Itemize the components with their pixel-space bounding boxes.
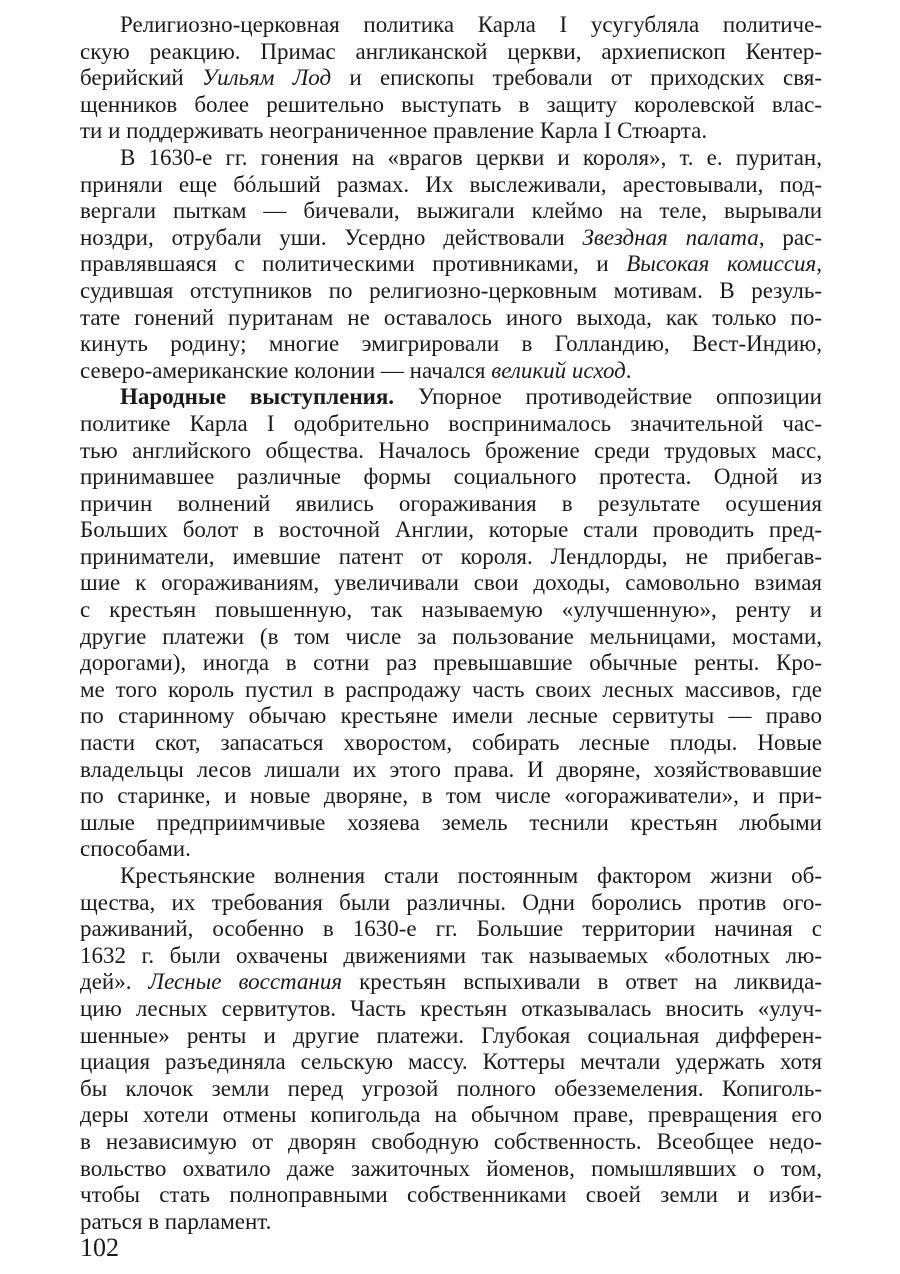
text-line	[80, 544, 822, 571]
text-run: скую реакцию. Примас англиканской церкви, архиепископ Кентер-	[80, 38, 822, 64]
paragraph-persecution	[80, 145, 822, 384]
text-line	[80, 916, 822, 943]
text-line	[80, 65, 822, 92]
text-run: способами.	[80, 836, 191, 862]
text-run: шенные» ренты и другие платежи. Глубокая социальная дифферен-	[80, 1022, 822, 1048]
text-run: Религиозно-церковная политика Карла I усугубляла политиче-	[120, 12, 822, 37]
paragraph-popular-uprisings	[80, 384, 822, 863]
text-run: приниматели, имевшие патент от короля. Лендлорды, не прибегав-	[80, 543, 822, 569]
text-line	[80, 438, 822, 465]
text-run: раживаний, особенно в 1630-е гг. Большие территории начиная с	[80, 916, 822, 942]
text-line	[80, 836, 822, 863]
text-run: ноздри, отрубали уши. Усердно действовали	[80, 224, 583, 250]
text-line	[80, 1209, 822, 1236]
text-line	[80, 1023, 822, 1050]
text-run: берийский	[80, 65, 202, 91]
text-run: и епископы требовали от приходских свя-	[331, 65, 822, 91]
text-line	[80, 863, 822, 890]
text-run: пасти скот, запасаться хворостом, собирать лесные плоды. Новые	[80, 730, 822, 756]
text-run: по старинке, и новые дворяне, в том числе «огораживатели», и при-	[80, 783, 822, 809]
text-line	[80, 730, 822, 757]
text-run: Упорное противодействие оппозиции	[394, 384, 822, 410]
text-run: шие к огораживаниям, увеличивали свои доходы, самовольно взимая	[80, 570, 822, 596]
text-run: в независимую от дворян свободную собственность. Всеобщее недо-	[80, 1128, 822, 1154]
text-line	[80, 996, 822, 1023]
text-run: другие платежи (в том числе за пользование мельницами, мостами,	[80, 623, 822, 649]
emphasis-term: Уильям Лод	[201, 65, 332, 91]
text-run: , рас-	[758, 224, 823, 250]
text-line	[80, 411, 822, 438]
emphasis-term: Высокая комиссия	[626, 251, 817, 277]
text-line	[80, 92, 822, 119]
text-line	[80, 1182, 822, 1209]
emphasis-term: великий исход	[491, 357, 626, 383]
text-line	[80, 384, 822, 411]
text-run: с крестьян повышенную, так называемую «улучшенную», ренту и	[80, 597, 822, 623]
section-heading: Народные выступления.	[120, 384, 395, 410]
text-run: раться в парламент.	[80, 1208, 272, 1234]
text-line	[80, 703, 822, 730]
text-line	[80, 597, 822, 624]
text-run: В 1630-е гг. гонения на «врагов церкви и короля», т. е. пуритан,	[120, 144, 822, 170]
text-run: .	[625, 357, 632, 383]
text-line	[80, 783, 822, 810]
text-run: судившая отступников по религиозно-церковным мотивам. В резуль-	[80, 277, 822, 303]
text-line	[80, 624, 822, 651]
text-run: причин волнений явились огораживания в результате осушения	[80, 490, 822, 516]
text-line	[80, 491, 822, 518]
emphasis-term: Лесные восстания	[148, 969, 343, 995]
text-line	[80, 278, 822, 305]
text-line	[80, 890, 822, 917]
text-run: щенников более решительно выступать в защиту королевской влас-	[80, 91, 822, 117]
text-run: цию лесных сервитутов. Часть крестьян отказывалась вносить «улуч-	[80, 995, 822, 1021]
text-line	[80, 1102, 822, 1129]
text-run: северо-американские колонии — начался	[80, 357, 492, 383]
text-line	[80, 1156, 822, 1183]
page-number: 102	[80, 1233, 119, 1262]
text-line	[80, 1076, 822, 1103]
text-run: политике Карла I одобрительно воспринималось значительной час-	[80, 410, 822, 436]
paragraph-religious-policy	[80, 12, 822, 145]
text-run: деры хотели отмены копигольда на обычном праве, превращения его	[80, 1102, 822, 1128]
text-run: владельцы лесов лишали их этого права. И дворяне, хозяйствовавшие	[80, 756, 822, 782]
text-line	[80, 943, 822, 970]
text-line	[80, 464, 822, 491]
text-line	[80, 198, 822, 225]
text-run: тате гонений пуританам не оставалось иного выхода, как только по-	[80, 304, 822, 330]
text-line	[80, 331, 822, 358]
text-line	[80, 12, 822, 39]
text-run: бы клочок земли перед угрозой полного обезземеления. Копиголь-	[80, 1075, 822, 1101]
text-line	[80, 39, 822, 66]
text-line	[80, 1049, 822, 1076]
text-run: ме того король пустил в распродажу часть своих лесных массивов, где	[80, 676, 822, 702]
text-run: ,	[816, 251, 822, 277]
text-run: чтобы стать полноправными собственниками своей земли и изби-	[80, 1182, 822, 1208]
text-run: Крестьянские волнения стали постоянным фактором жизни об-	[120, 863, 822, 888]
text-line	[80, 810, 822, 837]
text-run: правлявшаяся с политическими противниками, и	[80, 251, 627, 277]
text-run: принимавшее различные формы социального протеста. Одной из	[80, 464, 822, 490]
text-run: ти и поддерживать неограниченное правление Карла I Стюарта.	[80, 118, 708, 144]
text-run: щества, их требования были различны. Одни боролись против ого-	[80, 889, 822, 915]
text-run: дорогами), иногда в сотни раз превышавшие обычные ренты. Кро-	[80, 650, 822, 676]
text-run: вольство охватило даже зажиточных йоменов, помышлявших о том,	[80, 1155, 822, 1181]
text-line	[80, 677, 822, 704]
text-line	[80, 358, 822, 385]
paragraph-peasant-unrest	[80, 863, 822, 1235]
text-line	[80, 1129, 822, 1156]
text-line	[80, 305, 822, 332]
text-line	[80, 570, 822, 597]
text-line	[80, 251, 822, 278]
text-run: 1632 г. были охвачены движениями так называемых «болотных лю-	[80, 942, 822, 968]
text-line	[80, 145, 822, 172]
text-run: дей».	[80, 969, 149, 995]
book-page	[80, 12, 822, 1262]
text-run: тью английского общества. Началось брожение среди трудовых масс,	[80, 437, 822, 463]
text-line	[80, 650, 822, 677]
text-line	[80, 118, 822, 145]
text-line	[80, 225, 822, 252]
text-run: приняли еще бóльший размах. Их выслеживали, арестовывали, под-	[80, 171, 822, 197]
text-run: по старинному обычаю крестьяне имели лесные сервитуты — право	[80, 703, 822, 729]
text-line	[80, 969, 822, 996]
text-line	[80, 517, 822, 544]
text-run: Больших болот в восточной Англии, которые стали проводить пред-	[80, 517, 822, 543]
text-run: крестьян вспыхивали в ответ на ликвида-	[342, 969, 822, 995]
text-line	[80, 172, 822, 199]
text-run: кинуть родину; многие эмигрировали в Голландию, Вест-Индию,	[80, 331, 822, 357]
text-run: вергали пыткам — бичевали, выжигали клеймо на теле, вырывали	[80, 198, 822, 224]
text-run: циация разъединяла сельскую массу. Коттеры мечтали удержать хотя	[80, 1049, 822, 1075]
emphasis-term: Звездная палата	[582, 224, 759, 250]
text-run: шлые предприимчивые хозяева земель теснили крестьян любыми	[80, 809, 822, 835]
text-line	[80, 757, 822, 784]
